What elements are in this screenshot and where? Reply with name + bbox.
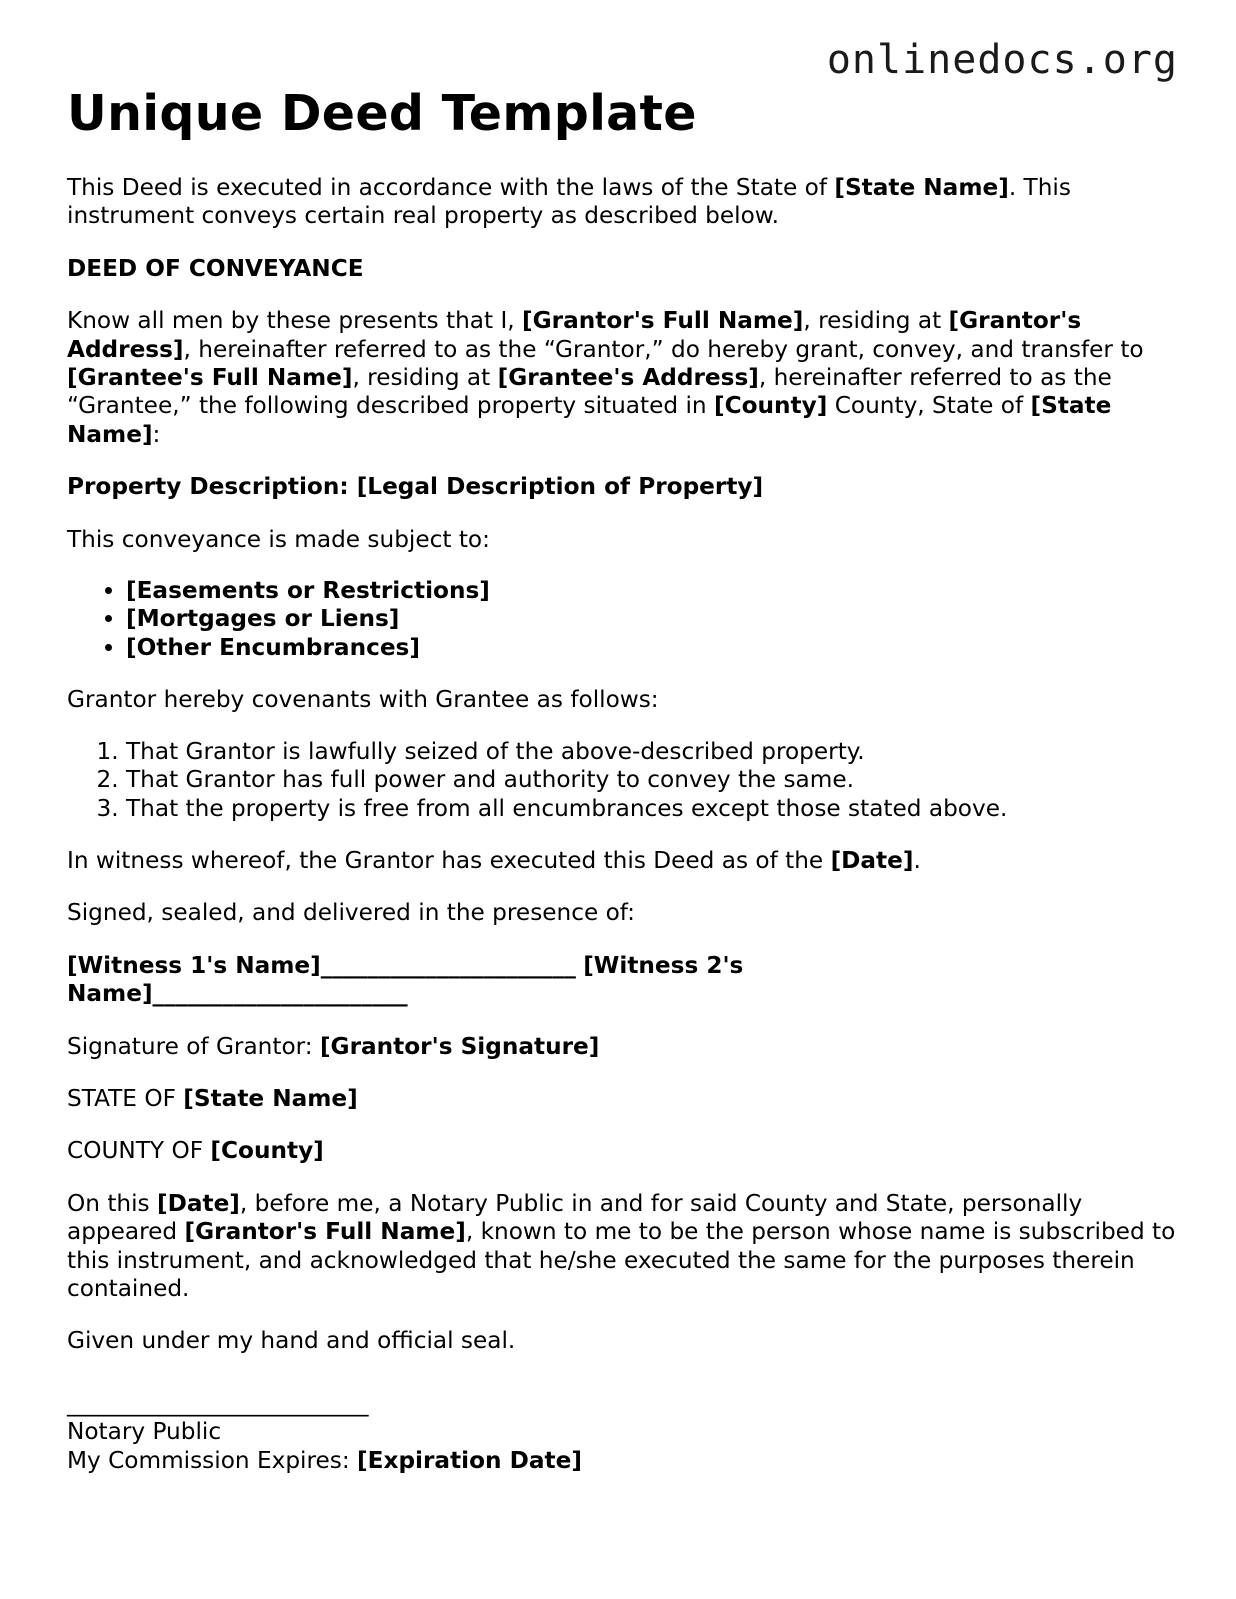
document-title: Unique Deed Template xyxy=(67,85,697,142)
witness-signature-lines xyxy=(67,952,787,1009)
grantee-name-placeholder: [Grantee's Full Name] xyxy=(67,364,353,392)
conveyance-text-2: , residing at xyxy=(803,307,949,335)
state-line-placeholder: [State Name] xyxy=(183,1084,358,1112)
list-item: 1. That Grantor is lawfully seized of the above-described property. xyxy=(126,738,1177,766)
intro-text-1: This Deed is executed in accordance with the laws of the State of xyxy=(67,174,835,201)
conveyance-text-1: Know all men by these presents that I, xyxy=(67,307,523,335)
state-line xyxy=(67,1085,1177,1113)
section-heading-text: DEED OF CONVEYANCE xyxy=(67,254,364,282)
conveyance-text-7: : xyxy=(152,420,161,448)
grantor-signature-label: Signature of Grantor: xyxy=(67,1032,320,1060)
grantor-name-placeholder: [Grantor's Full Name] xyxy=(522,307,804,335)
watermark: onlinedocs.org xyxy=(826,37,1178,83)
subject-to-intro: This conveyance is made subject to: xyxy=(67,525,490,553)
acknowledgment-date-placeholder: [Date] xyxy=(157,1189,240,1217)
subject-to-list xyxy=(67,577,1177,662)
subject-item-text: [Mortgages or Liens] xyxy=(126,605,400,633)
list-item xyxy=(126,577,1177,605)
acknowledgment-text-1: On this xyxy=(67,1189,157,1217)
witness-1-line: ______________________ xyxy=(320,951,576,979)
witness-clause-text-2: . xyxy=(913,846,921,874)
conveyance-paragraph xyxy=(67,307,1177,449)
grantor-address-placeholder: [Grantor's Address] xyxy=(67,307,1082,363)
seal-text: Given under my hand and official seal. xyxy=(67,1327,516,1355)
conveyance-text-6: County, State of xyxy=(827,392,1031,420)
acknowledgment-paragraph xyxy=(67,1190,1177,1304)
conveyance-text-3: , hereinafter referred to as the “Grantor,” do hereby grant, convey, and transfer to xyxy=(183,335,1144,363)
list-item xyxy=(126,605,1177,633)
acknowledgment-text-3: , known to me to be the person whose name is subscribed to this instrument, and acknowledged that he/she executed the same for the purposes therein contained. xyxy=(67,1218,1176,1302)
date-placeholder: [Date] xyxy=(830,846,914,874)
section-heading xyxy=(67,255,1177,283)
list-item: 3. That the property is free from all encumbrances except those stated above. xyxy=(126,795,1177,823)
grantor-signature-line xyxy=(67,1033,1177,1061)
witness-clause xyxy=(67,847,1177,875)
grantee-address-placeholder: [Grantee's Address] xyxy=(497,364,759,392)
subject-item-text: [Other Encumbrances] xyxy=(126,633,420,661)
witness-2-line: ______________________ xyxy=(152,980,408,1008)
covenants-list xyxy=(67,738,1177,823)
expiration-date-placeholder: [Expiration Date] xyxy=(357,1446,582,1474)
covenants-intro: Grantor hereby covenants with Grantee as follows: xyxy=(67,686,659,714)
conveyance-text-4: , residing at xyxy=(352,364,498,392)
property-description-text: Property Description: [Legal Description of Property] xyxy=(67,473,764,501)
witness-1-name: [Witness 1's Name] xyxy=(67,951,321,979)
county-line-label: COUNTY OF xyxy=(67,1137,211,1165)
county-placeholder: [County] xyxy=(713,392,828,420)
acknowledgment-grantor-placeholder: [Grantor's Full Name] xyxy=(184,1218,466,1246)
conveyance-text-5: , hereinafter referred to as the “Grantee,” the following described property situated in xyxy=(67,364,1112,420)
property-description xyxy=(67,473,1177,501)
witness-2-name: [Witness 2's Name] xyxy=(67,951,744,1008)
county-line-placeholder: [County] xyxy=(210,1137,324,1165)
notary-signature-line: __________________________ xyxy=(67,1389,369,1417)
list-item xyxy=(126,634,1177,662)
state-line-label: STATE OF xyxy=(67,1084,184,1112)
grantor-signature-placeholder: [Grantor's Signature] xyxy=(319,1032,600,1060)
intro-state-placeholder: [State Name] xyxy=(834,174,1009,201)
subject-item-text: [Easements or Restrictions] xyxy=(126,577,490,605)
notary-title: Notary Public xyxy=(67,1418,222,1446)
signed-presence: Signed, sealed, and delivered in the presence of: xyxy=(67,899,635,927)
acknowledgment-text-2: , before me, a Notary Public in and for said County and State, personally appeared xyxy=(67,1189,1083,1246)
commission-expiry xyxy=(67,1447,1177,1475)
state-placeholder: [State Name] xyxy=(67,392,1112,448)
commission-label: My Commission Expires: xyxy=(67,1446,358,1474)
county-line xyxy=(67,1137,1177,1165)
document-page xyxy=(67,84,1177,1475)
list-item: 2. That Grantor has full power and authority to convey the same. xyxy=(126,766,1177,794)
witness-clause-text-1: In witness whereof, the Grantor has executed this Deed as of the xyxy=(67,846,831,874)
intro-text-2: . This instrument conveys certain real property as described below. xyxy=(67,174,1071,230)
intro-paragraph xyxy=(67,174,1177,231)
